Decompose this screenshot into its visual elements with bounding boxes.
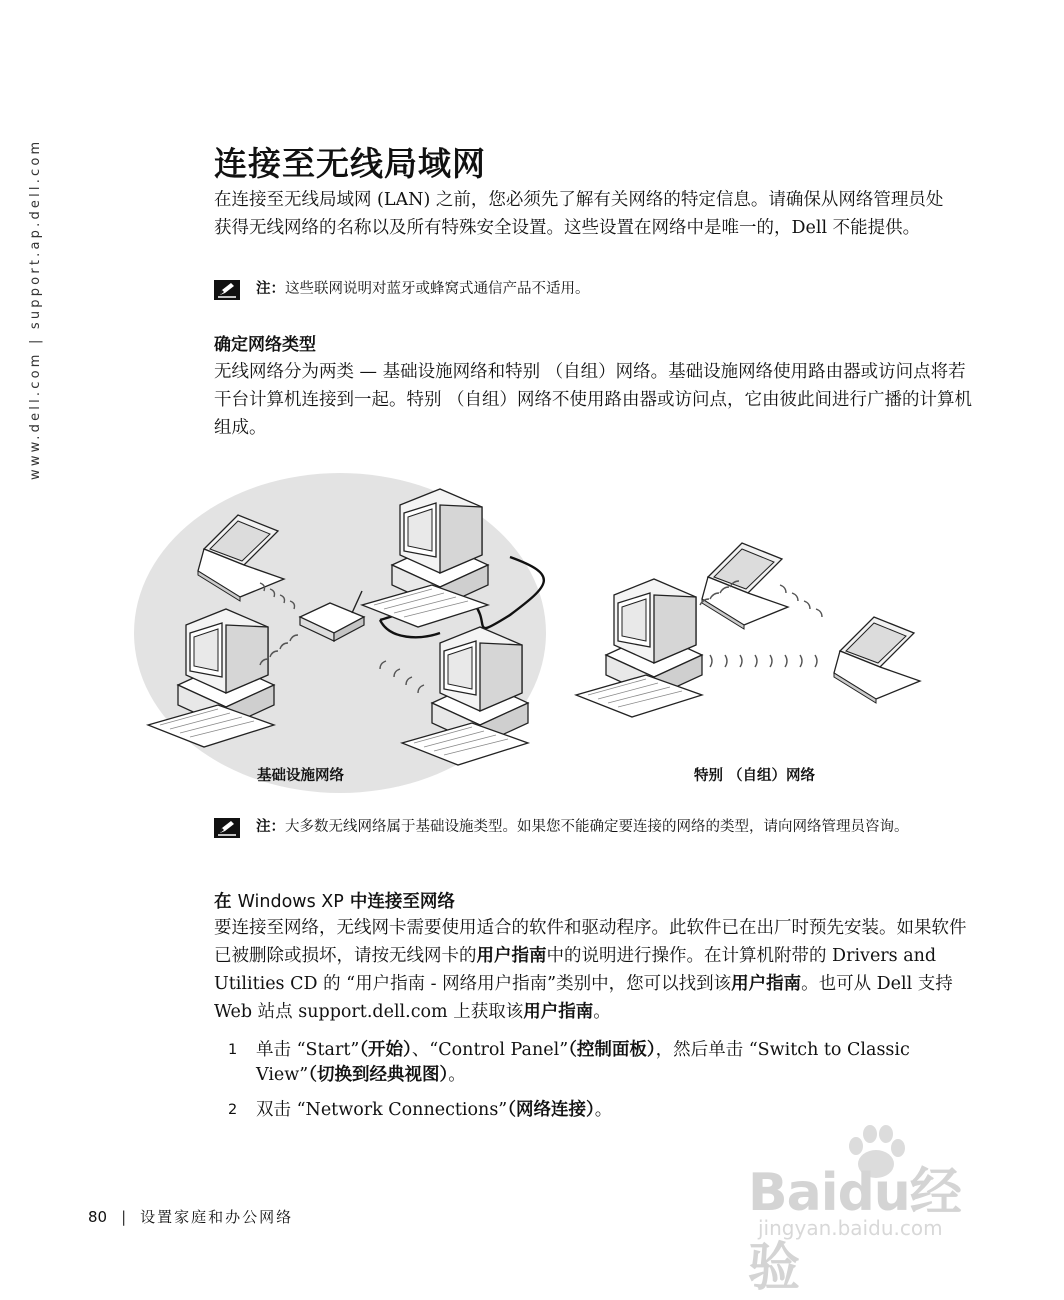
page-footer — [88, 1206, 293, 1227]
footer-separator: | — [121, 1208, 127, 1226]
text-run: ，然后单击 “Switch to Classic View” — [256, 1040, 910, 1085]
page-title: 连接至无线局域网 — [214, 144, 486, 183]
section-heading-network-type: 确定网络类型 — [214, 335, 316, 355]
desktop-computer-adhoc — [576, 579, 702, 717]
laptop-adhoc-right — [834, 617, 920, 703]
step-number: 2 — [228, 1102, 238, 1118]
heading-part: 中连接至网络 — [343, 892, 455, 912]
step-text — [256, 1098, 956, 1123]
footer-section-title: 设置家庭和办公网络 — [140, 1208, 294, 1226]
note-pencil-icon — [214, 818, 240, 838]
text-run: （开始） — [359, 1040, 412, 1060]
note-label: 注： — [256, 819, 285, 835]
watermark-part: 经验 — [748, 1163, 961, 1298]
network-type-paragraph: 无线网络分为两类 — 基础设施网络和特别 （自组）网络。基础设施网络使用路由器或访问点将若干台计算机连接到一起。特别 （自组）网络不使用路由器或访问点，它由彼此间进行广播的计算机组成。 — [214, 362, 973, 438]
steps-list — [214, 1038, 974, 1133]
note-text: 这些联网说明对蓝牙或蜂窝式通信产品不适用。 — [285, 281, 590, 297]
caption-adhoc: 特别 （自组）网络 — [694, 768, 816, 784]
user-guide-ref: 用户指南 — [523, 1002, 594, 1022]
step-text — [256, 1038, 956, 1088]
text-run: 单击 “Start” — [256, 1040, 360, 1060]
text-run: （切换到经典视图） — [308, 1065, 449, 1085]
heading-os-name: Windows XP — [237, 892, 344, 912]
note-pencil-icon — [214, 280, 240, 300]
step-1 — [214, 1038, 974, 1088]
intro-paragraph: 在连接至无线局域网 (LAN) 之前，您必须先了解有关网络的特定信息。请确保从网络管理员处获得无线网络的名称以及所有特殊安全设置。这些设置在网络中是唯一的，Dell 不能提供。 — [214, 190, 944, 238]
watermark-part: Bai — [748, 1163, 838, 1223]
watermark-url: jingyan.baidu.com — [758, 1216, 943, 1240]
text-run: 。 — [448, 1065, 466, 1085]
section-heading-windows-xp — [214, 888, 455, 913]
text-run: 要连接至网络，无线网卡需要使用适合的软件和驱动程序。此软件已在出厂时预先安装。如果软件已被删除或损坏，请按无线网卡的 — [214, 918, 967, 966]
network-illustration — [130, 465, 970, 795]
note-text: 大多数无线网络属于基础设施类型。如果您不能确定要连接的网络的类型，请向网络管理员咨询。 — [285, 819, 909, 835]
text-run: （网络连接） — [507, 1100, 595, 1120]
text-run: 中的说明进行操作。在计算机附带的 Drivers and Utilities CD 的 “用户指南 - 网络用户指南”类别中，您可以找到该 — [214, 946, 937, 994]
step-number: 1 — [228, 1042, 238, 1058]
user-guide-ref: 用户指南 — [476, 946, 547, 966]
text-run: 。 — [593, 1002, 611, 1022]
page-number: 80 — [88, 1208, 108, 1226]
text-run: 。也可从 Dell 支持 Web 站点 support.dell.com 上获取该 — [214, 974, 953, 1022]
side-url: www.dell.com | support.ap.dell.com — [28, 138, 43, 480]
note-label: 注： — [256, 281, 285, 297]
text-run: 。 — [594, 1100, 613, 1120]
watermark-part: du — [837, 1163, 910, 1223]
text-run: 、“Control Panel” — [411, 1040, 569, 1060]
laptop-adhoc-top — [702, 543, 788, 629]
baidu-watermark — [748, 1122, 998, 1298]
windows-xp-paragraph — [214, 914, 974, 1026]
caption-infrastructure: 基础设施网络 — [257, 768, 344, 784]
text-run: 双击 “Network Connections” — [256, 1100, 508, 1120]
text-run: （控制面板） — [568, 1040, 656, 1060]
heading-part: 在 — [214, 892, 238, 912]
step-2 — [214, 1098, 974, 1123]
user-guide-ref: 用户指南 — [731, 974, 802, 994]
